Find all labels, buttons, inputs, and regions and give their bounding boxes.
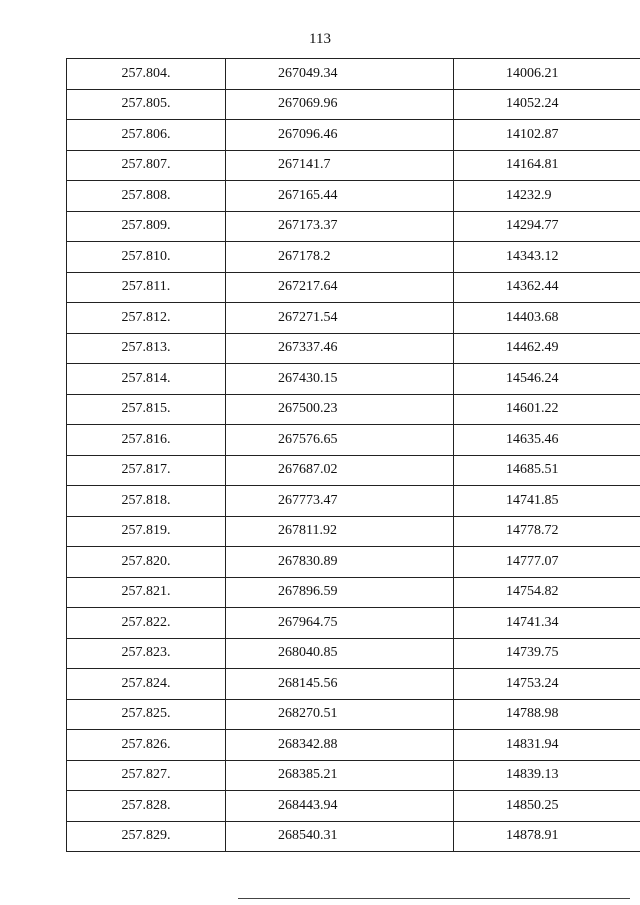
y-coordinate-cell: 14778.72 — [454, 516, 640, 547]
point-number-cell: 257.813. — [67, 333, 226, 364]
table-row — [67, 638, 640, 669]
point-number-cell: 257.817. — [67, 455, 226, 486]
table-row — [67, 760, 640, 791]
table-row — [67, 211, 640, 242]
bottom-divider — [238, 898, 630, 899]
y-coordinate-cell: 14850.25 — [454, 791, 640, 822]
point-number-cell: 257.829. — [67, 821, 226, 852]
table-row — [67, 699, 640, 730]
x-coordinate-cell: 268040.85 — [226, 638, 454, 669]
table-row — [67, 669, 640, 700]
point-number-cell: 257.826. — [67, 730, 226, 761]
x-coordinate-cell: 267687.02 — [226, 455, 454, 486]
y-coordinate-cell: 14546.24 — [454, 364, 640, 395]
y-coordinate-cell: 14777.07 — [454, 547, 640, 578]
table-row — [67, 516, 640, 547]
point-number-cell: 257.825. — [67, 699, 226, 730]
point-number-cell: 257.823. — [67, 638, 226, 669]
table-row — [67, 577, 640, 608]
x-coordinate-cell: 267500.23 — [226, 394, 454, 425]
point-number-cell: 257.824. — [67, 669, 226, 700]
table-row — [67, 394, 640, 425]
table-row — [67, 608, 640, 639]
point-number-cell: 257.804. — [67, 59, 226, 90]
point-number-cell: 257.808. — [67, 181, 226, 212]
table-row — [67, 455, 640, 486]
table-row — [67, 547, 640, 578]
point-number-cell: 257.822. — [67, 608, 226, 639]
table-row — [67, 791, 640, 822]
point-number-cell: 257.814. — [67, 364, 226, 395]
point-number-cell: 257.805. — [67, 89, 226, 120]
y-coordinate-cell: 14403.68 — [454, 303, 640, 334]
y-coordinate-cell: 14232.9 — [454, 181, 640, 212]
table-row — [67, 730, 640, 761]
x-coordinate-cell: 268385.21 — [226, 760, 454, 791]
y-coordinate-cell: 14362.44 — [454, 272, 640, 303]
y-coordinate-cell: 14753.24 — [454, 669, 640, 700]
table-row — [67, 364, 640, 395]
point-number-cell: 257.815. — [67, 394, 226, 425]
y-coordinate-cell: 14462.49 — [454, 333, 640, 364]
x-coordinate-cell: 267217.64 — [226, 272, 454, 303]
x-coordinate-cell: 267576.65 — [226, 425, 454, 456]
y-coordinate-cell: 14052.24 — [454, 89, 640, 120]
table-row — [67, 181, 640, 212]
x-coordinate-cell: 268145.56 — [226, 669, 454, 700]
table-row — [67, 59, 640, 90]
coordinates-table — [66, 58, 640, 852]
y-coordinate-cell: 14741.34 — [454, 608, 640, 639]
y-coordinate-cell: 14635.46 — [454, 425, 640, 456]
page-number: 113 — [309, 31, 331, 47]
point-number-cell: 257.812. — [67, 303, 226, 334]
y-coordinate-cell: 14754.82 — [454, 577, 640, 608]
point-number-cell: 257.810. — [67, 242, 226, 273]
x-coordinate-cell: 267896.59 — [226, 577, 454, 608]
y-coordinate-cell: 14878.91 — [454, 821, 640, 852]
y-coordinate-cell: 14164.81 — [454, 150, 640, 181]
x-coordinate-cell: 268270.51 — [226, 699, 454, 730]
table-row — [67, 486, 640, 517]
y-coordinate-cell: 14006.21 — [454, 59, 640, 90]
table-row — [67, 425, 640, 456]
x-coordinate-cell: 267165.44 — [226, 181, 454, 212]
x-coordinate-cell: 267430.15 — [226, 364, 454, 395]
x-coordinate-cell: 267173.37 — [226, 211, 454, 242]
x-coordinate-cell: 268540.31 — [226, 821, 454, 852]
x-coordinate-cell: 267830.89 — [226, 547, 454, 578]
point-number-cell: 257.807. — [67, 150, 226, 181]
y-coordinate-cell: 14831.94 — [454, 730, 640, 761]
table-row — [67, 303, 640, 334]
point-number-cell: 257.827. — [67, 760, 226, 791]
x-coordinate-cell: 267964.75 — [226, 608, 454, 639]
table-row — [67, 821, 640, 852]
table-row — [67, 333, 640, 364]
point-number-cell: 257.821. — [67, 577, 226, 608]
point-number-cell: 257.828. — [67, 791, 226, 822]
y-coordinate-cell: 14839.13 — [454, 760, 640, 791]
x-coordinate-cell: 267096.46 — [226, 120, 454, 151]
x-coordinate-cell: 267811.92 — [226, 516, 454, 547]
x-coordinate-cell: 268443.94 — [226, 791, 454, 822]
y-coordinate-cell: 14685.51 — [454, 455, 640, 486]
point-number-cell: 257.819. — [67, 516, 226, 547]
point-number-cell: 257.820. — [67, 547, 226, 578]
x-coordinate-cell: 267271.54 — [226, 303, 454, 334]
point-number-cell: 257.816. — [67, 425, 226, 456]
x-coordinate-cell: 267337.46 — [226, 333, 454, 364]
point-number-cell: 257.806. — [67, 120, 226, 151]
y-coordinate-cell: 14741.85 — [454, 486, 640, 517]
y-coordinate-cell: 14739.75 — [454, 638, 640, 669]
y-coordinate-cell: 14294.77 — [454, 211, 640, 242]
x-coordinate-cell: 267178.2 — [226, 242, 454, 273]
point-number-cell: 257.811. — [67, 272, 226, 303]
x-coordinate-cell: 268342.88 — [226, 730, 454, 761]
table-row — [67, 272, 640, 303]
x-coordinate-cell: 267049.34 — [226, 59, 454, 90]
table-row — [67, 242, 640, 273]
point-number-cell: 257.818. — [67, 486, 226, 517]
y-coordinate-cell: 14343.12 — [454, 242, 640, 273]
table-body — [67, 59, 640, 852]
table-row — [67, 89, 640, 120]
table-row — [67, 150, 640, 181]
point-number-cell: 257.809. — [67, 211, 226, 242]
y-coordinate-cell: 14788.98 — [454, 699, 640, 730]
y-coordinate-cell: 14601.22 — [454, 394, 640, 425]
table-row — [67, 120, 640, 151]
x-coordinate-cell: 267773.47 — [226, 486, 454, 517]
x-coordinate-cell: 267069.96 — [226, 89, 454, 120]
y-coordinate-cell: 14102.87 — [454, 120, 640, 151]
x-coordinate-cell: 267141.7 — [226, 150, 454, 181]
